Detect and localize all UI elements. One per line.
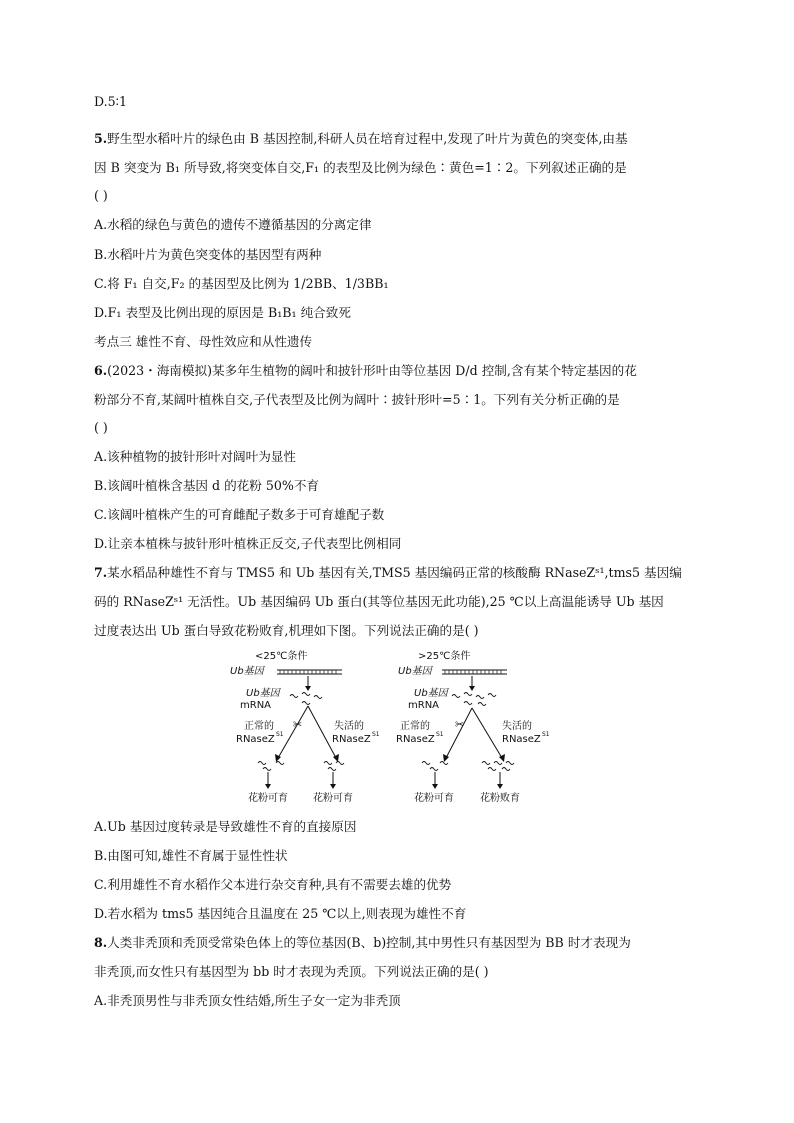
mechanism-diagram — [230, 650, 560, 806]
scissors-icon: ✂ — [455, 718, 465, 731]
mrna-fragment-icon — [422, 762, 448, 771]
left-panel — [230, 650, 380, 804]
inactive-enzyme-label: RNaseZ — [332, 734, 371, 745]
superscript: S1 — [372, 731, 380, 738]
normal-enzyme-label: 正常的 — [244, 721, 274, 732]
question-number: 8. — [94, 935, 108, 950]
option-b: B.该阔叶植株含基因 d 的花粉 50%不育 — [94, 478, 320, 493]
question-number: 7. — [94, 565, 108, 580]
result-label: 花粉可育 — [248, 793, 288, 804]
arrowhead-icon — [443, 754, 449, 762]
mrna-label: mRNA — [408, 700, 440, 711]
question-number: 5. — [94, 131, 108, 146]
superscript: S1 — [542, 731, 550, 738]
arrowhead-icon — [305, 686, 311, 691]
arrowhead-icon — [330, 784, 336, 789]
option-a: A.该种植物的披针形叶对阔叶为显性 — [94, 449, 297, 464]
answer-blank: ( ) — [94, 420, 108, 435]
arrow-icon — [446, 708, 472, 758]
mrna-wave-icon — [290, 693, 322, 705]
mrna-label: mRNA — [240, 700, 272, 711]
inactive-enzyme-label: RNaseZ — [502, 734, 541, 745]
mrna-wave-icon — [452, 693, 496, 706]
gene-label: Ub基因 — [398, 666, 432, 677]
question-number: 6. — [94, 363, 108, 378]
result-label: 花粉可育 — [414, 793, 454, 804]
normal-enzyme-label: RNaseZ — [396, 734, 435, 745]
inactive-enzyme-label: 失活的 — [334, 721, 364, 732]
result-label: 花粉可育 — [313, 793, 353, 804]
question-7-stem-cont: 码的 RNaseZˢ¹ 无活性。Ub 基因编码 Ub 蛋白(其等位基因无此功能),25 ℃以上高温能诱导 Ub 基因 — [94, 594, 664, 609]
mrna-fragment-icon — [258, 762, 284, 771]
arrow-icon — [472, 708, 502, 758]
arrowhead-icon — [265, 784, 271, 789]
superscript: S1 — [436, 731, 444, 738]
option-b: B.水稻叶片为黄色突变体的基因型有两种 — [94, 247, 322, 262]
normal-enzyme-label: RNaseZ — [236, 734, 275, 745]
condition-label: >25℃条件 — [418, 651, 471, 662]
option-a: A.Ub 基因过度转录是导致雄性不育的直接原因 — [94, 819, 357, 834]
question-6-stem: 6.(2023・海南模拟)某多年生植物的阔叶和披针形叶由等位基因 D/d 控制,含有某个特定基因的花 — [94, 363, 637, 378]
mrna-label: Ub基因 — [246, 688, 280, 699]
option-a: A.非秃顶男性与非秃顶女性结婚,所生子女一定为非秃顶 — [94, 993, 401, 1008]
question-5-stem-cont: 因 B 突变为 B₁ 所导致,将突变体自交,F₁ 的表型及比例为绿色∶黄色=1∶2。下列叙述正确的是 — [94, 160, 627, 175]
question-5-stem: 5.野生型水稻叶片的绿色由 B 基因控制,科研人员在培育过程中,发现了叶片为黄色的突变体,由基 — [94, 131, 628, 146]
option-d: D.F₁ 表型及比例出现的原因是 B₁B₁ 纯合致死 — [94, 305, 351, 320]
answer-blank: ( ) — [94, 188, 108, 203]
option-c: C.该阔叶植株产生的可育雌配子数多于可育雄配子数 — [94, 507, 385, 522]
option-b: B.由图可知,雄性不育属于显性性状 — [94, 848, 288, 863]
mrna-label: Ub基因 — [414, 688, 448, 699]
question-8-stem: 8.人类非秃顶和秃顶受常染色体上的等位基因(B、b)控制,其中男性只有基因型为 BB 时才表现为 — [94, 935, 631, 950]
normal-enzyme-label: 正常的 — [400, 721, 430, 732]
result-label: 花粉败育 — [480, 793, 520, 804]
arrowhead-icon — [432, 784, 438, 789]
arrowhead-icon — [497, 784, 503, 789]
question-6-stem-cont: 粉部分不育,某阔叶植株自交,子代表型及比例为阔叶∶披针形叶=5∶1。下列有关分析正确的是 — [94, 392, 620, 407]
question-8-stem-cont: 非秃顶,而女性只有基因型为 bb 时才表现为秃顶。下列说法正确的是( ) — [94, 964, 489, 979]
mrna-fragment-icon — [324, 762, 344, 771]
mrna-fragment-icon — [482, 762, 514, 771]
dna-rungs-icon — [445, 670, 501, 674]
inactive-enzyme-label: 失活的 — [502, 721, 532, 732]
option-d-q4: D.5∶1 — [94, 94, 127, 109]
superscript: S1 — [276, 731, 284, 738]
arrowhead-icon — [333, 754, 339, 762]
option-a: A.水稻的绿色与黄色的遗传不遵循基因的分离定律 — [94, 217, 372, 232]
question-7-stem: 7.某水稻品种雄性不育与 TMS5 和 Ub 基因有关,TMS5 基因编码正常的核酸酶 RNaseZˢ¹,tms5 基因编 — [94, 565, 682, 580]
arrowhead-icon — [469, 686, 475, 691]
option-d: D.若水稻为 tms5 基因纯合且温度在 25 ℃以上,则表现为雄性不育 — [94, 906, 467, 921]
scissors-icon: ✂ — [293, 718, 303, 731]
right-panel — [396, 650, 550, 804]
condition-label: <25℃条件 — [255, 651, 308, 662]
gene-label: Ub基因 — [230, 666, 264, 677]
option-c: C.将 F₁ 自交,F₂ 的基因型及比例为 1/2BB、1/3BB₁ — [94, 276, 389, 291]
option-d: D.让亲本植株与披针形叶植株正反交,子代表型比例相同 — [94, 536, 402, 551]
arrow-icon — [308, 706, 336, 758]
dna-rungs-icon — [280, 670, 336, 674]
question-7-stem-cont: 过度表达出 Ub 蛋白导致花粉败育,机理如下图。下列说法正确的是( ) — [94, 623, 479, 638]
section-heading: 考点三 雄性不育、母性效应和从性遗传 — [94, 334, 313, 349]
option-c: C.利用雄性不育水稻作父本进行杂交育种,具有不需要去雄的优势 — [94, 877, 452, 892]
